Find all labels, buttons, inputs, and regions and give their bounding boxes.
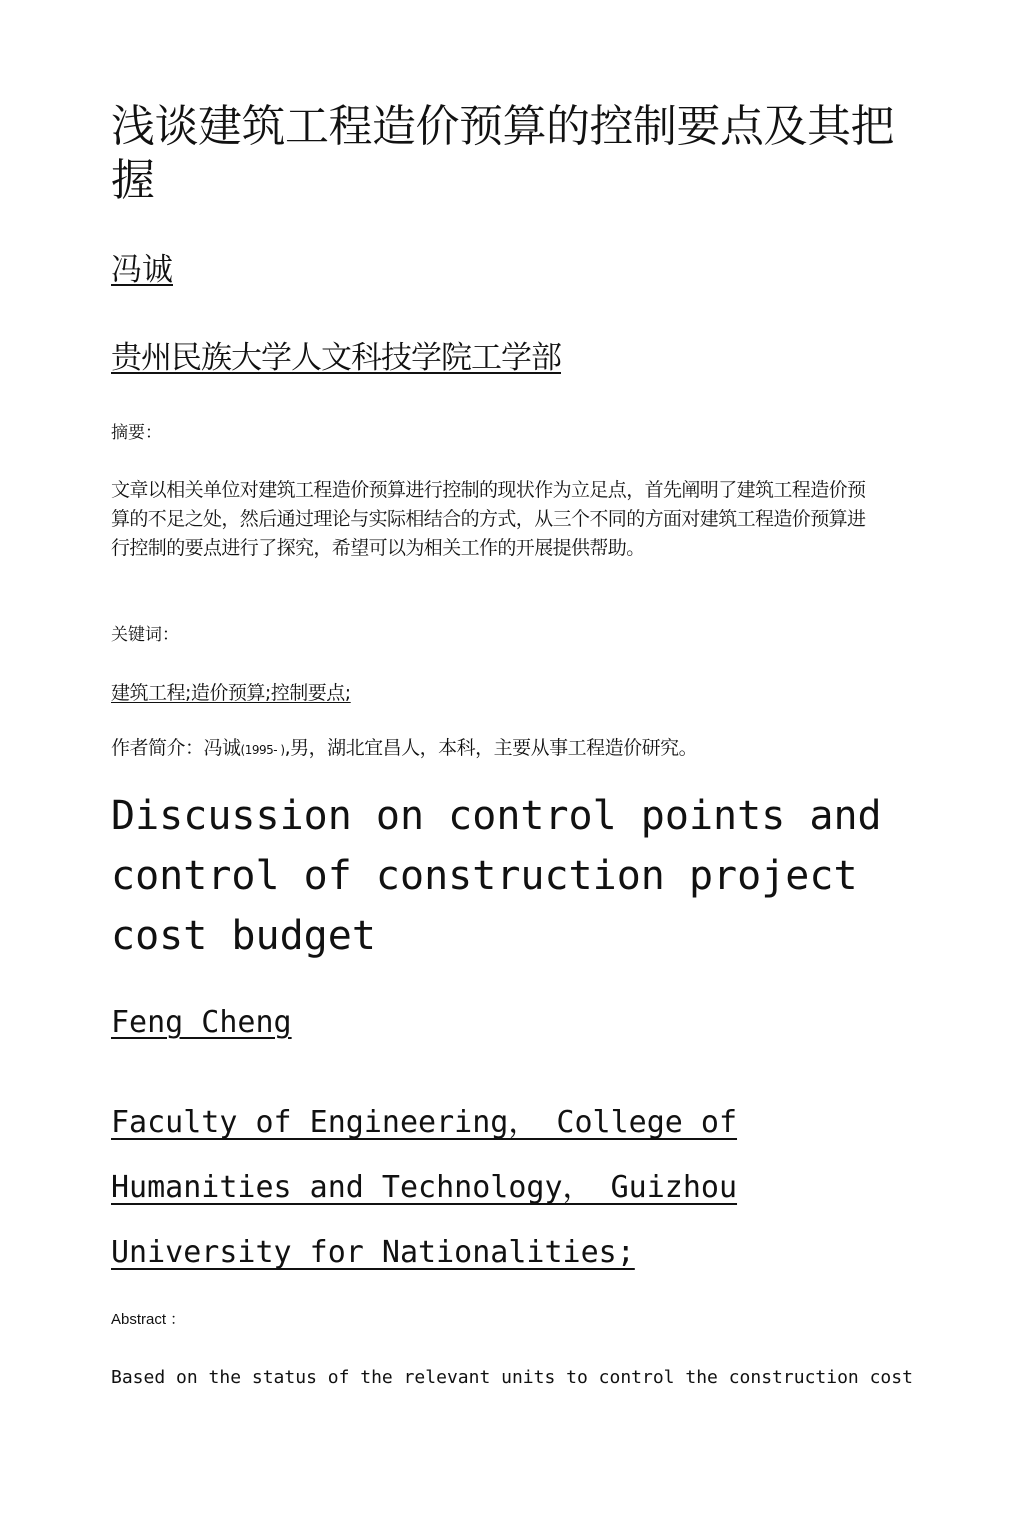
affiliation-english[interactable]: Faculty of Engineering， College of Humanities and Technology， Guizhou University for Nationalities; (111, 1105, 738, 1270)
affiliation-chinese[interactable]: 贵州民族大学人文科技学院工学部 (111, 340, 561, 376)
author-name-chinese[interactable]: 冯诚 (111, 252, 173, 288)
author-bio-prefix: 作者简介：冯诚 (111, 737, 241, 759)
keywords-chinese[interactable]: 建筑工程;造价预算;控制要点; (111, 682, 351, 704)
author-name-english[interactable]: Feng Cheng (111, 1005, 292, 1040)
keywords-label-chinese: 关键词： (111, 625, 179, 645)
author-bio-years: (1995- ) (240, 743, 285, 757)
title-english: Discussion on control points and control of construction project cost budget (111, 793, 882, 959)
author-bio-chinese (111, 735, 697, 763)
abstract-label-english: Abstract ： (111, 1311, 186, 1328)
abstract-text-english: Based on the status of the relevant units to control the construction cost (111, 1367, 913, 1388)
title-chinese: 浅谈建筑工程造价预算的控制要点及其把握 (111, 101, 894, 206)
abstract-text-chinese: 文章以相关单位对建筑工程造价预算进行控制的现状作为立足点，首先阐明了建筑工程造价预算的不足之处，然后通过理论与实际相结合的方式，从三个不同的方面对建筑工程造价预算进行控制的要点进行了探究，希望可以为相关工作的开展提供帮助。 (111, 479, 866, 559)
abstract-label-chinese: 摘要： (111, 423, 162, 443)
author-bio-rest: ,男，湖北宜昌人，本科，主要从事工程造价研究。 (284, 737, 698, 759)
